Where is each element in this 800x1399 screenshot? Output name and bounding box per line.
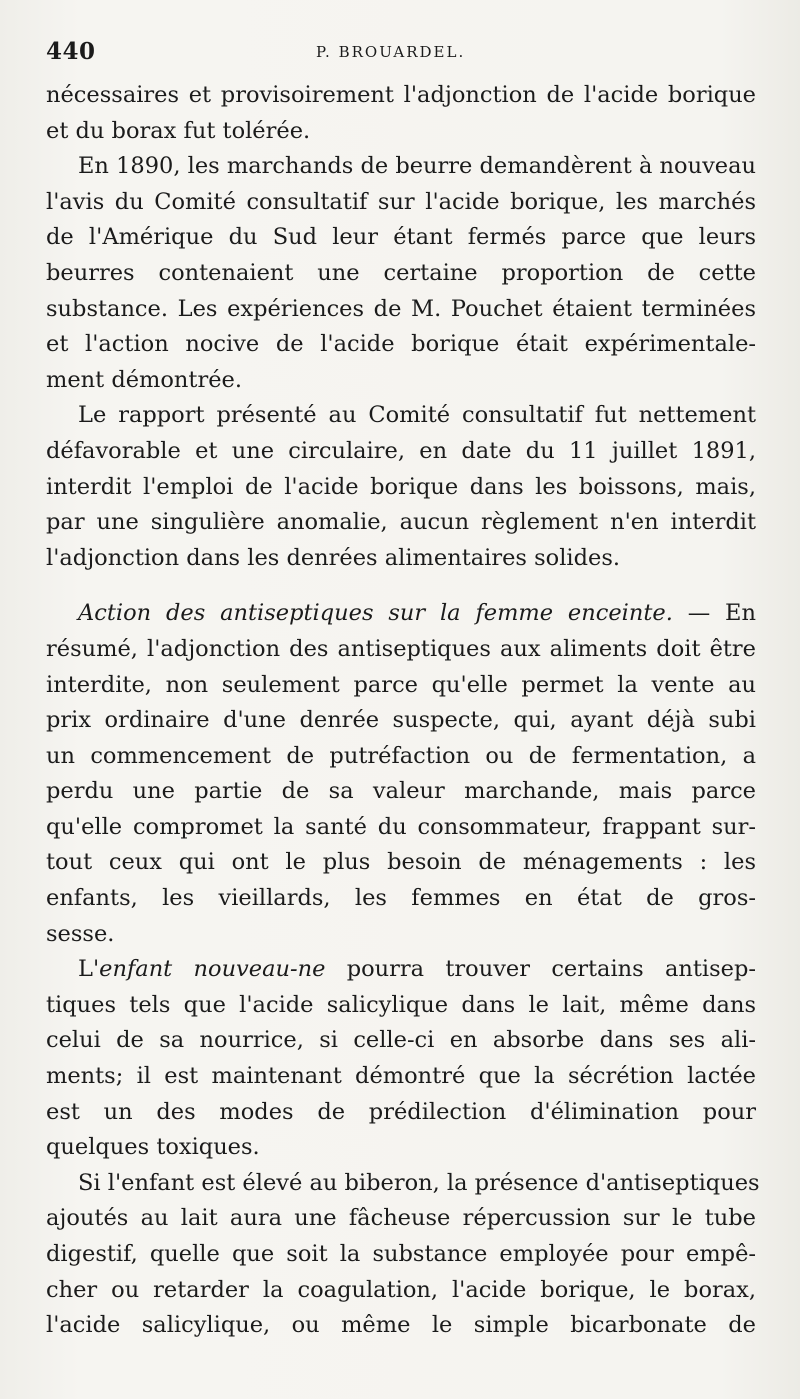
paragraph <box>46 1166 760 1344</box>
page-header <box>46 38 754 78</box>
text-line: perdu une partie de sa valeur marchande, mais parce <box>46 778 756 805</box>
text-line <box>46 952 756 988</box>
paragraph <box>46 596 756 952</box>
text-line: digestif, quelle que soit la substance employée pour empê- <box>46 1241 756 1267</box>
section-heading: Action des antiseptiques sur la femme enceinte. <box>78 600 673 627</box>
text-line: de l'Amérique du Sud leur étant fermés parce que leurs <box>46 224 756 251</box>
text-line: et du borax fut tolérée. <box>46 117 311 144</box>
text-line: résumé, l'adjonction des antiseptiques aux aliments doit être <box>46 635 756 662</box>
text-line: nécessaires et provisoirement l'adjonction de l'acide borique <box>46 82 756 108</box>
page-number: 440 <box>46 38 96 65</box>
text-line: tout ceux qui ont le plus besoin de ménagements : les <box>46 849 756 876</box>
text-line: l'adjonction dans les denrées alimentaires solides. <box>46 544 621 571</box>
emphasis: enfant nouveau-ne <box>99 956 326 983</box>
text-span: pourra trouver certains antisep- <box>325 956 756 983</box>
section-gap <box>46 576 756 596</box>
text-line: qu'elle compromet la santé du consommateur, frappant sur- <box>46 813 756 840</box>
text-line <box>46 596 756 632</box>
text-line: l'avis du Comité consultatif sur l'acide borique, les marchés <box>46 188 756 215</box>
text-line: prix ordinaire d'une denrée suspecte, qui, ayant déjà subi <box>46 707 756 734</box>
heading-dash: — En <box>672 600 756 627</box>
running-head: P. BROUARDEL. <box>316 43 466 61</box>
text-line: Si l'enfant est élevé au biberon, la présence d'antiseptiques <box>78 1169 760 1196</box>
text-line: et l'action nocive de l'acide borique était expérimentale- <box>46 331 756 358</box>
text-line: enfants, les vieillards, les femmes en état de gros- <box>46 885 756 912</box>
text-line: est un des modes de prédilection d'élimination pour <box>46 1098 756 1125</box>
text-line: ments; il est maintenant démontré que la sécrétion lactée <box>46 1063 756 1090</box>
text-line: défavorable et une circulaire, en date du 11 juillet 1891, <box>46 437 756 464</box>
body-text <box>46 78 760 1344</box>
text-line: tiques tels que l'acide salicylique dans le lait, même dans <box>46 991 756 1018</box>
text-line: substance. Les expériences de M. Pouchet étaient terminées <box>46 295 756 322</box>
text-line: beurres contenaient une certaine proportion de cette <box>46 259 756 286</box>
text-line: Le rapport présenté au Comité consultatif fut nettement <box>78 402 756 429</box>
text-line: celui de sa nourrice, si celle-ci en absorbe dans ses ali- <box>46 1027 756 1054</box>
text-line: ment démontrée. <box>46 366 243 393</box>
text-line: ajoutés au lait aura une fâcheuse répercussion sur le tube <box>46 1205 756 1232</box>
paragraph <box>46 149 756 398</box>
text-span: L' <box>78 956 100 983</box>
text-line: l'acide salicylique, ou même le simple bicarbonate de <box>46 1312 756 1339</box>
text-line: interdite, non seulement parce qu'elle permet la vente au <box>46 671 756 698</box>
text-line: interdit l'emploi de l'acide borique dans les boissons, mais, <box>46 473 756 500</box>
text-line: En 1890, les marchands de beurre demandèrent à nouveau <box>78 153 756 180</box>
paragraph <box>46 952 756 1166</box>
text-line: quelques toxiques. <box>46 1134 260 1161</box>
paragraph <box>46 78 756 149</box>
text-line: sesse. <box>46 920 115 947</box>
text-line: par une singulière anomalie, aucun règlement n'en interdit <box>46 509 756 536</box>
paragraph <box>46 398 756 576</box>
text-line: un commencement de putréfaction ou de fermentation, a <box>46 742 756 769</box>
text-line: cher ou retarder la coagulation, l'acide borique, le borax, <box>46 1276 756 1303</box>
